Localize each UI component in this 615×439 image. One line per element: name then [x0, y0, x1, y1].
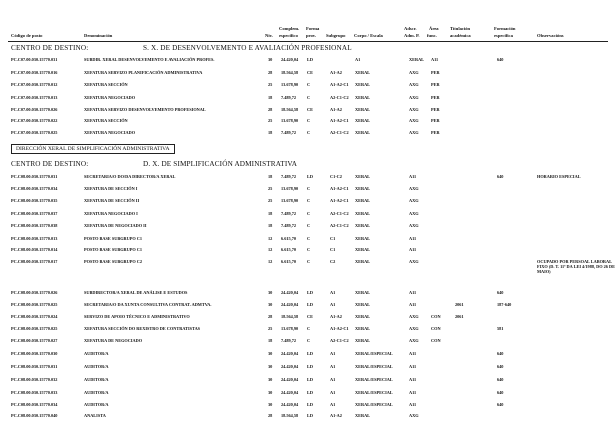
table-cell: 30	[268, 57, 273, 62]
table-cell: PC.C08.00.030.15770.034	[11, 186, 58, 191]
table-cell: AUDITOR/A	[84, 390, 109, 395]
table-cell: XEFATURA SERVIZO DESENVOLVEMENTO PROFESIONAL	[84, 107, 206, 112]
table-cell: A1	[330, 351, 336, 356]
table-cell: XERAL/ESPECIAL	[355, 390, 393, 395]
table-cell: XERAL	[355, 198, 371, 203]
table-cell: XEFATURA SECCIÓN	[84, 82, 128, 87]
table-cell: 30	[268, 364, 273, 369]
table-cell: 30	[268, 377, 273, 382]
header-rule	[8, 41, 608, 42]
table-cell: XERAL/ESPECIAL	[355, 377, 393, 382]
table-cell: AXG	[409, 259, 419, 264]
table-cell: 18.564,58	[281, 314, 299, 319]
table-cell: LD	[307, 413, 313, 418]
table-cell: A1	[330, 290, 336, 295]
table-cell: A11	[409, 290, 417, 295]
table-cell: PC.C08.00.030.15770.025	[11, 326, 58, 331]
table-cell: 30	[268, 390, 273, 395]
header-denominacion: Denominación	[84, 33, 113, 38]
table-cell: A1-A2	[330, 314, 342, 319]
table-cell: PER	[431, 82, 440, 87]
table-cell: A1-A2-C1	[330, 198, 349, 203]
table-cell: LD	[307, 302, 313, 307]
table-cell: XERAL	[355, 186, 371, 191]
table-cell: PC.C07.00.030.15770.022	[11, 118, 58, 123]
table-cell: LD	[307, 390, 313, 395]
table-cell: POSTO BASE SUBGRUPO C1	[84, 236, 143, 241]
header-adscr: Adscr.	[404, 26, 417, 31]
header-academica: académica	[450, 33, 471, 38]
table-cell: 18.564,58	[281, 70, 299, 75]
table-cell: C	[307, 326, 311, 331]
table-cell: XERAL/ESPECIAL	[355, 364, 393, 369]
table-cell: 12	[268, 247, 273, 252]
table-cell: 18.564,58	[281, 107, 299, 112]
table-cell: XERAL	[355, 82, 371, 87]
table-cell: PC.C08.00.030.15770.032	[11, 377, 58, 382]
table-cell: CE	[307, 107, 313, 112]
table-cell: 640	[497, 364, 504, 369]
section-label: CENTRO DE DESTINO:	[11, 44, 89, 52]
table-cell: 6.615,70	[281, 247, 297, 252]
table-cell: A2-C1-C2	[330, 223, 349, 228]
header-observacions: Observacións	[537, 33, 564, 38]
table-cell: 24.420,04	[281, 57, 299, 62]
table-cell: XEFATURA DE NEGOCIADO	[84, 338, 143, 343]
table-cell: 2061	[455, 314, 464, 319]
table-cell: A1-A2	[330, 107, 342, 112]
table-cell: A2-C1-C2	[330, 338, 349, 343]
table-cell: PER	[431, 70, 440, 75]
table-cell: A11	[409, 351, 417, 356]
table-cell: C	[307, 82, 311, 87]
table-cell: PC.C08.00.030.15770.040	[11, 413, 58, 418]
table-cell: 7.489,72	[281, 174, 297, 179]
table-cell: XERAL	[355, 338, 371, 343]
table-cell: 28	[268, 107, 273, 112]
table-cell: C	[307, 259, 311, 264]
table-cell: LD	[307, 290, 313, 295]
table-cell: C	[307, 236, 311, 241]
table-cell: 640	[497, 390, 504, 395]
table-cell: SERVIZO DE APOIO TÉCNICO E ADMINISTRATIVO	[84, 314, 190, 319]
table-cell: AUDITOR/A	[84, 377, 109, 382]
table-cell: XERAL	[355, 174, 371, 179]
table-cell: A1	[355, 57, 361, 62]
table-cell: A1-A2-C1	[330, 82, 349, 87]
table-cell: 24.420,04	[281, 302, 299, 307]
table-cell: AXG	[409, 70, 419, 75]
table-cell: XERAL/ESPECIAL	[355, 402, 393, 407]
table-cell: 13.678,90	[281, 118, 299, 123]
table-cell: 24.420,04	[281, 364, 299, 369]
header-especifico: específico	[279, 33, 298, 38]
table-cell: A11	[409, 302, 417, 307]
table-cell: XERAL	[355, 314, 371, 319]
table-cell: C1	[330, 247, 336, 252]
table-cell: AXG	[409, 82, 419, 87]
table-cell: 13.678,90	[281, 186, 299, 191]
table-cell: 28	[268, 70, 273, 75]
table-cell: SUBDIR. XERAL DESENVOLVEMENTO E AVALIACIÓN PROFES.	[84, 57, 215, 62]
table-cell: CON	[431, 338, 441, 343]
table-cell: CE	[307, 314, 313, 319]
table-cell: 18	[268, 130, 273, 135]
table-cell: LD	[307, 402, 313, 407]
table-cell: XERAL	[355, 247, 371, 252]
table-cell: PC.C08.00.030.15770.038	[11, 223, 58, 228]
table-cell: 30	[268, 351, 273, 356]
table-cell: XEFATURA SECCIÓN	[84, 118, 128, 123]
table-cell: 7.489,72	[281, 95, 297, 100]
section-value: D. X. DE SIMPLIFICACIÓN ADMINISTRATIVA	[143, 160, 298, 168]
table-cell: A1-A2-C1	[330, 326, 349, 331]
header-code: Código de posto	[11, 33, 43, 38]
table-cell: A11	[431, 57, 439, 62]
header-forma: Forma	[306, 26, 320, 31]
table-cell: PC.C08.00.030.15770.014	[11, 247, 58, 252]
table-cell: XERAL	[355, 236, 371, 241]
table-cell: PC.C08.00.030.15770.033	[11, 390, 58, 395]
table-cell: XERAL	[355, 107, 371, 112]
table-cell: PC.C08.00.030.15770.027	[11, 338, 58, 343]
table-cell: AXG	[409, 118, 419, 123]
table-cell: XERAL	[355, 118, 371, 123]
table-cell: XEFATURA NEGOCIADO I	[84, 211, 138, 216]
table-cell: 6.615,70	[281, 236, 297, 241]
table-cell: XEFATURA SECCIÓN DO REXISTRO DE CONTRATISTAS	[84, 326, 201, 331]
table-cell: OCUPADO POR PERSOAL LABORAL FIXO (D. T. 11ª DA LEI 4/1988, DO 26 DE MAIO)	[537, 259, 615, 274]
table-cell: 30	[268, 402, 273, 407]
table-cell: LD	[307, 377, 313, 382]
table-cell: CON	[431, 314, 441, 319]
table-cell: XERAL	[355, 70, 371, 75]
table-cell: A1-A2	[330, 413, 342, 418]
table-cell: A1	[330, 364, 336, 369]
table-cell: 24.420,04	[281, 390, 299, 395]
table-cell: 25	[268, 82, 273, 87]
header-func: func.	[427, 33, 437, 38]
table-cell: AXG	[409, 107, 419, 112]
table-cell: PC.C08.00.030.15770.024	[11, 314, 58, 319]
table-cell: 18	[268, 174, 273, 179]
table-cell: PC.C08.00.030.15770.030	[11, 351, 58, 356]
table-cell: CON	[431, 326, 441, 331]
table-cell: PC.C08.00.030.15770.031	[11, 174, 58, 179]
table-cell: PC.C08.00.030.15770.025	[11, 302, 58, 307]
table-cell: 24.420,04	[281, 290, 299, 295]
header-titulacion: Titulación	[450, 26, 471, 31]
table-cell: PC.C08.00.030.15770.013	[11, 236, 58, 241]
table-cell: PC.C07.00.030.15770.031	[11, 57, 58, 62]
table-cell: 640	[497, 174, 504, 179]
table-cell: A1	[330, 377, 336, 382]
table-cell: A1	[330, 402, 336, 407]
table-cell: A11	[409, 174, 417, 179]
table-cell: C1	[330, 236, 336, 241]
table-cell: POSTO BASE SUBGRUPO C2	[84, 259, 143, 264]
table-cell: 18	[268, 211, 273, 216]
table-cell: SECRETARIA/O DA XUNTA CONSULTIVA CONTRAT. ADMTVA.	[84, 302, 212, 307]
table-cell: A11	[409, 377, 417, 382]
header-subgrupo: Subgrupo	[326, 33, 346, 38]
table-cell: AUDITOR/A	[84, 402, 109, 407]
table-cell: HORARIO ESPECIAL	[537, 174, 581, 179]
table-cell: AXG	[409, 326, 419, 331]
table-cell: 25	[268, 118, 273, 123]
table-cell: CE	[307, 70, 313, 75]
table-cell: 13.678,90	[281, 326, 299, 331]
table-cell: C1-C2	[330, 174, 342, 179]
table-cell: 13.678,90	[281, 82, 299, 87]
table-cell: 18	[268, 223, 273, 228]
table-cell: XEFATURA NEGOCIADO	[84, 130, 136, 135]
table-cell: AXG	[409, 223, 419, 228]
table-cell: XERAL	[409, 57, 425, 62]
table-cell: A11	[409, 364, 417, 369]
table-cell: C	[307, 95, 311, 100]
table-cell: LD	[307, 57, 313, 62]
header-prov: prov.	[306, 33, 316, 38]
table-cell: 6.615,70	[281, 259, 297, 264]
table-cell: SUBDIRECTOR/A XERAL DE ANÁLISE E ESTUDOS	[84, 290, 188, 295]
table-cell: POSTO BASE SUBGRUPO C1	[84, 247, 143, 252]
table-cell: AXG	[409, 95, 419, 100]
boxed-title: DIRECCIÓN XERAL DE SIMPLIFICACIÓN ADMINISTRATIVA	[11, 144, 175, 154]
table-cell: C	[307, 211, 311, 216]
table-cell: 25	[268, 326, 273, 331]
table-cell: A11	[409, 402, 417, 407]
header-corpo: Corpo / Escala	[354, 33, 383, 38]
table-cell: XEFATURA DE SECCIÓN II	[84, 198, 140, 203]
table-cell: PC.C07.00.030.15770.013	[11, 95, 58, 100]
table-cell: PC.C08.00.030.15770.037	[11, 211, 58, 216]
table-cell: PC.C08.00.030.15770.026	[11, 290, 58, 295]
table-cell: XERAL	[355, 326, 371, 331]
table-cell: PC.C08.00.030.15770.017	[11, 259, 58, 264]
table-cell: 25	[268, 198, 273, 203]
table-cell: PC.C07.00.030.15770.026	[11, 107, 58, 112]
table-cell: XERAL	[355, 223, 371, 228]
table-cell: 581	[497, 326, 504, 331]
table-cell: XERAL	[355, 290, 371, 295]
table-cell: 640	[497, 377, 504, 382]
table-cell: 30	[268, 302, 273, 307]
table-cell: A1	[330, 390, 336, 395]
table-cell: 187-640	[497, 302, 512, 307]
table-cell: AXG	[409, 130, 419, 135]
table-cell: XERAL	[355, 95, 371, 100]
table-cell: 24.420,04	[281, 377, 299, 382]
table-cell: A1	[330, 302, 336, 307]
table-cell: AUDITOR/A	[84, 364, 109, 369]
table-cell: XERAL	[355, 130, 371, 135]
table-cell: 18.564,58	[281, 413, 299, 418]
header-complemento: Complem.	[279, 26, 300, 31]
table-cell: XERAL/ESPECIAL	[355, 351, 393, 356]
table-cell: PER	[431, 107, 440, 112]
table-cell: XEFATURA DE SECCIÓN I	[84, 186, 138, 191]
table-cell: C	[307, 223, 311, 228]
table-cell: 12	[268, 259, 273, 264]
table-cell: XERAL	[355, 302, 371, 307]
table-cell: PER	[431, 95, 440, 100]
table-cell: 12	[268, 236, 273, 241]
table-cell: LD	[307, 364, 313, 369]
table-cell: XERAL	[355, 259, 371, 264]
table-cell: C	[307, 118, 311, 123]
table-cell: 24.420,04	[281, 402, 299, 407]
table-cell: 640	[497, 351, 504, 356]
table-cell: XEFATURA NEGOCIADO	[84, 95, 136, 100]
table-cell: PER	[431, 130, 440, 135]
table-cell: PER	[431, 118, 440, 123]
table-cell: 2061	[455, 302, 464, 307]
table-cell: A1-A2-C1	[330, 186, 349, 191]
table-cell: C	[307, 198, 311, 203]
table-cell: AUDITOR/A	[84, 351, 109, 356]
table-cell: ANALISTA	[84, 413, 106, 418]
table-cell: C	[307, 338, 311, 343]
table-cell: A2-C1-C2	[330, 95, 349, 100]
table-cell: 28	[268, 314, 273, 319]
table-cell: PC.C07.00.030.15770.012	[11, 82, 58, 87]
table-cell: C	[307, 130, 311, 135]
table-cell: 28	[268, 413, 273, 418]
table-cell: AXG	[409, 198, 419, 203]
table-cell: LD	[307, 351, 313, 356]
section-label: CENTRO DE DESTINO:	[11, 160, 89, 168]
table-cell: PC.C08.00.030.15770.035	[11, 198, 58, 203]
table-cell: AXG	[409, 314, 419, 319]
table-cell: 7.489,72	[281, 211, 297, 216]
table-cell: A2-C1-C2	[330, 211, 349, 216]
table-cell: C2	[330, 259, 336, 264]
table-cell: XERAL	[355, 211, 371, 216]
table-cell: A1-A2	[330, 70, 342, 75]
table-cell: PC.C07.00.030.15770.025	[11, 130, 58, 135]
table-cell: 640	[497, 402, 504, 407]
table-cell: PC.C07.00.030.15770.016	[11, 70, 58, 75]
table-cell: SECRETARIA/O DO/DA DIRECTOR/A XERAL	[84, 174, 176, 179]
table-cell: A1-A2-C1	[330, 118, 349, 123]
table-cell: 7.489,72	[281, 223, 297, 228]
table-cell: A2-C1-C2	[330, 130, 349, 135]
table-cell: 7.489,72	[281, 130, 297, 135]
table-cell: PC.C08.00.030.15770.031	[11, 364, 58, 369]
table-cell: A11	[409, 247, 417, 252]
table-cell: AXG	[409, 338, 419, 343]
table-cell: 18	[268, 338, 273, 343]
table-cell: LD	[307, 174, 313, 179]
header-area: Área	[429, 26, 439, 31]
table-cell: AXG	[409, 413, 419, 418]
header-especifica: específica	[494, 33, 513, 38]
table-cell: A11	[409, 236, 417, 241]
table-cell: 7.489,72	[281, 338, 297, 343]
table-cell: 640	[497, 290, 504, 295]
table-cell: XERAL	[355, 413, 371, 418]
table-cell: AXG	[409, 211, 419, 216]
table-cell: 30	[268, 290, 273, 295]
table-cell: 640	[497, 57, 504, 62]
table-cell: 24.420,04	[281, 351, 299, 356]
section-value: S. X. DE DESENVOLVEMENTO E AVALIACIÓN PROFESIONAL	[143, 44, 352, 52]
header-formacion: Formación	[494, 26, 516, 31]
table-cell: C	[307, 186, 311, 191]
table-cell: 13.678,90	[281, 198, 299, 203]
table-cell: 18	[268, 95, 273, 100]
table-cell: A11	[409, 390, 417, 395]
table-cell: AXG	[409, 186, 419, 191]
table-cell: XEFATURA SERVIZO PLANIFICACIÓN ADMINISTRATIVA	[84, 70, 203, 75]
table-cell: C	[307, 247, 311, 252]
table-cell: XEFATURA DE NEGOCIADO II	[84, 223, 147, 228]
header-nivel: Niv.	[265, 33, 273, 38]
header-adm: Adm. P.	[404, 33, 420, 38]
table-cell: 25	[268, 186, 273, 191]
table-cell: PC.C08.00.030.15770.034	[11, 402, 58, 407]
